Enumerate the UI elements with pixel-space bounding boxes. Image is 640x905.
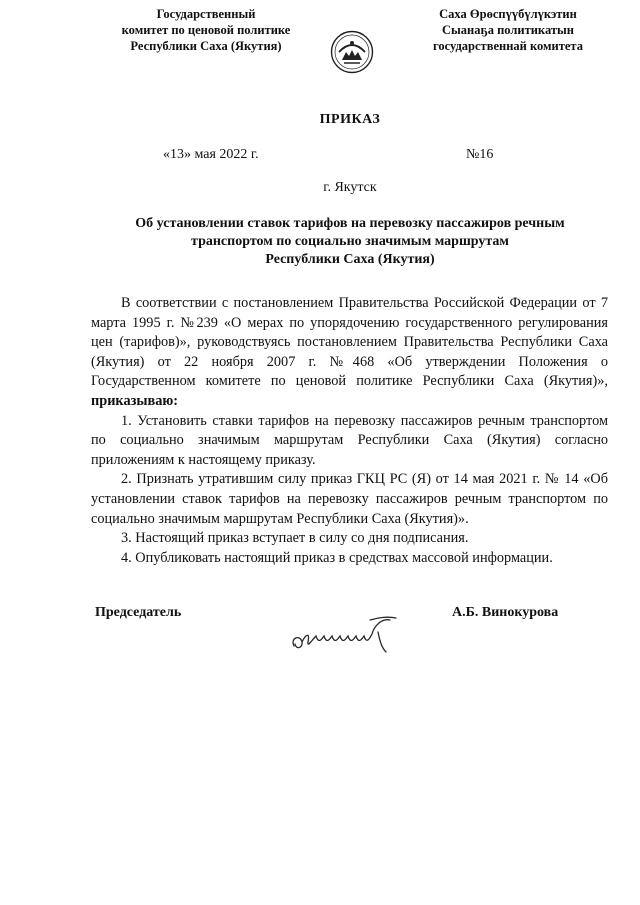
order-word: приказываю: [91, 392, 179, 409]
order-item-1: 1. Установить ставки тарифов на перевозку пассажиров речным транспортом по социально значимым маршрутам Республики Саха (Якутия) согласно приложениям к настоящему приказу. [91, 412, 608, 468]
order-item-3: 3. Настоящий приказ вступает в силу со дня подписания. [121, 530, 469, 547]
header-left-line: Государственный [156, 7, 256, 21]
header-right-line: Сыанаҕа политикатын [442, 23, 574, 37]
header-right-line: государственнай комитета [433, 39, 583, 53]
coat-of-arms-icon [330, 30, 374, 74]
signatory-name: А.Б. Винокурова [452, 605, 559, 620]
preamble-text: В соответствии с постановлением Правительства Российской Федерации от 7 марта 1995 г. №239 «О мерах по упорядочению государственного регулирования цен (тарифов)», руководствуясь постановлением Правительства Республики Саха (Якутия) от 22 ноября 2007 г. №468 «Об утверждении Положения о Государственном комитете по ценовой политике Республики Саха (Якутия)», [91, 295, 608, 390]
header-left-line: комитет по ценовой политике [121, 23, 291, 37]
document-date: «13» мая 2022 г. [163, 147, 259, 162]
header-right-org [410, 6, 606, 54]
document-type-title: ПРИКАЗ [319, 112, 381, 127]
order-item-4: 4. Опубликовать настоящий приказ в средствах массовой информации. [121, 549, 553, 566]
handwritten-signature [286, 612, 406, 658]
subject-line: Об установлении ставок тарифов на перевозку пассажиров речным [135, 216, 565, 231]
subject-line: Республики Саха (Якутия) [265, 252, 435, 267]
order-item-2: 2. Признать утратившим силу приказ ГКЦ РС (Я) от 14 мая 2021 г. № 14 «Об установлении ставок тарифов на перевозку пассажиров речным транспортом по социально значимым маршрутам Республики Саха (Якутия)». [91, 471, 608, 527]
header-left-org [96, 6, 316, 54]
header-left-line: Республики Саха (Якутия) [130, 39, 282, 53]
subject-line: транспортом по социально значимым маршрутам [191, 234, 509, 249]
document-number: №16 [466, 147, 494, 162]
document-subject [90, 215, 610, 269]
document-city: г. Якутск [323, 180, 377, 195]
header-right-line: Саха Өрөспүүбүлүкэтин [439, 7, 577, 21]
signatory-role: Председатель [95, 605, 182, 620]
document-body [91, 294, 608, 568]
preamble-paragraph [91, 294, 608, 412]
